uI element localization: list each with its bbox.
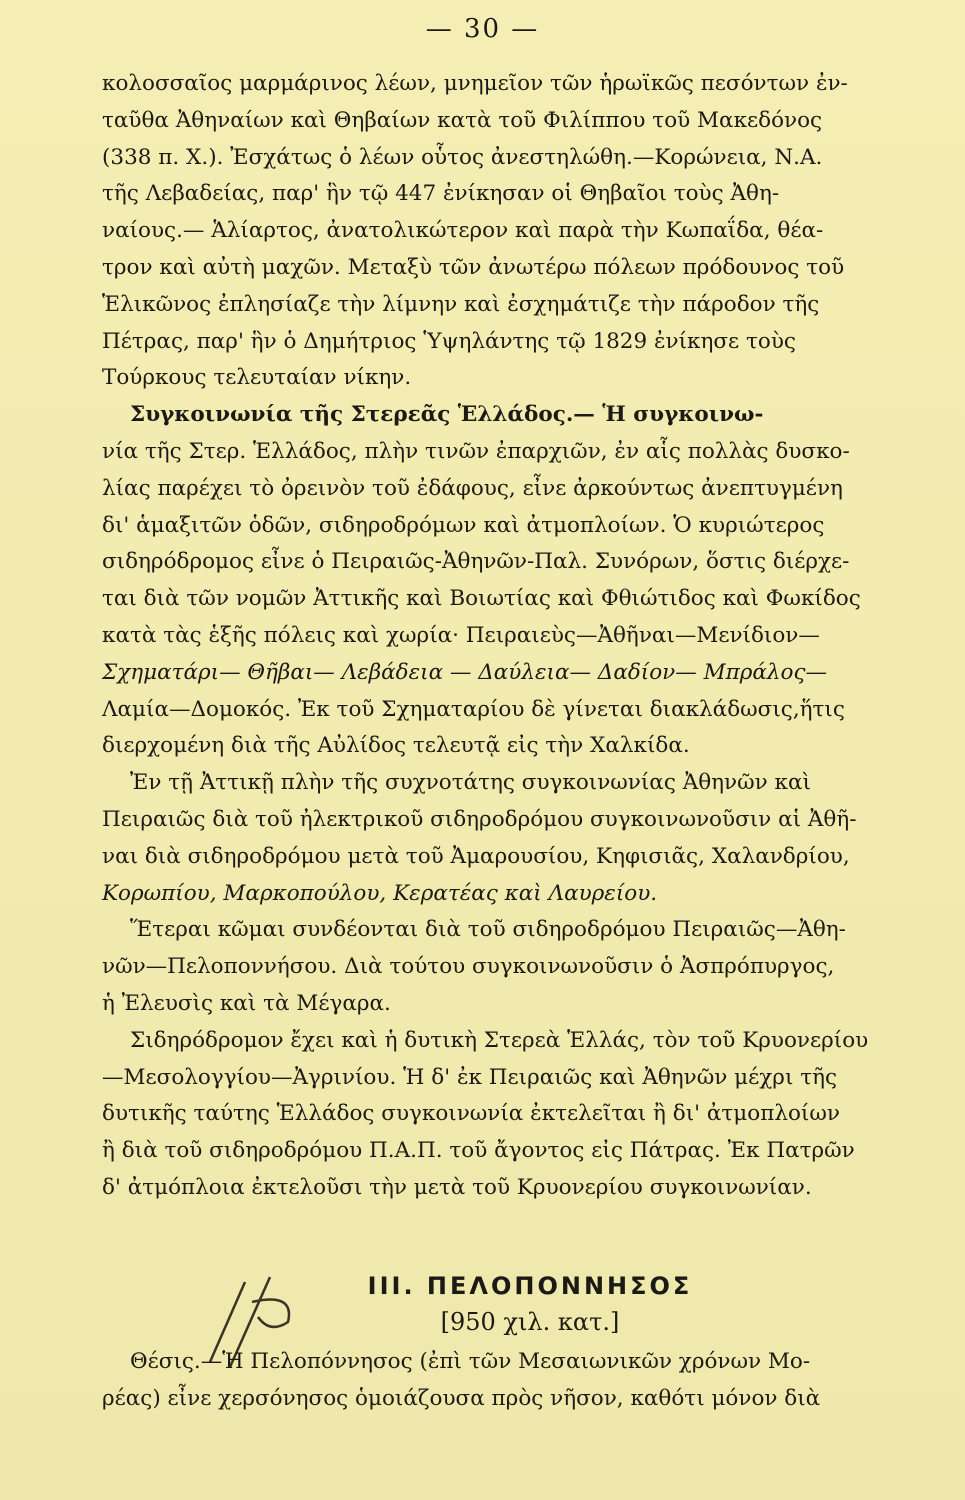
section-subtitle: [950 χιλ. κατ.] — [440, 1308, 620, 1336]
text-line: Ἐν τῇ Ἀττικῇ πλὴν τῆς συχνοτάτης συγκοινωνίας Ἀθηνῶν καὶ — [130, 770, 811, 796]
text-line: ναίους.— Ἁλίαρτος, ἀνατολικώτερον καὶ παρὰ τὴν Κωπαΐδα, θέα- — [102, 218, 824, 244]
main-text — [102, 66, 932, 1207]
text-line: τῆς Λεβαδείας, παρ' ἣν τῷ 447 ἐνίκησαν οἱ Θηβαῖοι τοὺς Ἀθη- — [102, 181, 780, 207]
text-line: ταῦθα Ἀθηναίων καὶ Θηβαίων κατὰ τοῦ Φιλίππου τοῦ Μακεδόνος — [102, 107, 823, 133]
text-line: νία τῆς Στερ. Ἑλλάδος, πλὴν τινῶν ἐπαρχιῶν, ἐν αἷς πολλὰς δυσκο- — [102, 438, 850, 464]
text-line: ἢ διὰ τοῦ σιδηροδρόμου Π.Α.Π. τοῦ ἄγοντος εἰς Πάτρας. Ἐκ Πατρῶν — [102, 1138, 855, 1164]
text-line: ναι διὰ σιδηροδρόμου μετὰ τοῦ Ἀμαρουσίου, Κηφισιᾶς, Χαλανδρίου, — [102, 843, 850, 869]
text-line: Λαμία—Δομοκός. Ἐκ τοῦ Σχηματαρίου δὲ γίνεται διακλάδωσις,ἥτις — [102, 696, 845, 722]
text-line: Θέσις.—Ἡ Πελοπόννησος (ἐπὶ τῶν Μεσαιωνικῶν χρόνων Μο- — [130, 1349, 811, 1374]
text-line: κολοσσαῖος μαρμάρινος λέων, μνημεῖον τῶν ἡρωϊκῶς πεσόντων ἐν- — [102, 71, 848, 96]
text-line: Κορωπίου, Μαρκοπούλου, Κερατέας καὶ Λαυρείου. — [102, 880, 658, 906]
text-line: ρέας) εἶνε χερσόνησος ὁμοιάζουσα πρὸς νῆσον, καθότι μόνον διὰ — [102, 1385, 821, 1411]
text-line: (338 π. Χ.). Ἐσχάτως ὁ λέων οὗτος ἀνεστηλώθη.—Κορώνεια, Ν.Α. — [102, 144, 823, 170]
section-title: ΙΙΙ. ΠΕΛΟΠΟΝΝΗΣΟΣ — [367, 1272, 693, 1300]
text-line: διερχομένη διὰ τῆς Αὐλίδος τελευτᾷ εἰς τὴν Χαλκίδα. — [102, 733, 690, 759]
text-line: λίας παρέχει τὸ ὀρεινὸν τοῦ ἐδάφους, εἶνε ἀρκούντως ἀνεπτυγμένη — [102, 475, 843, 501]
text-line: κατὰ τὰς ἑξῆς πόλεις καὶ χωρία· Πειραιεὺς—Ἀθῆναι—Μενίδιον— — [102, 622, 820, 648]
text-line: ἡ Ἐλευσὶς καὶ τὰ Μέγαρα. — [102, 990, 391, 1016]
text-line: δυτικῆς ταύτης Ἑλλάδος συγκοινωνία ἐκτελεῖται ἢ δι' ἀτμοπλοίων — [102, 1101, 840, 1127]
page-number: — 30 — — [425, 14, 540, 44]
text-line: Τούρκους τελευταίαν νίκην. — [102, 365, 412, 391]
text-line: νῶν—Πελοποννήσου. Διὰ τούτου συγκοινωνοῦσιν ὁ Ἀσπρόπυργος, — [102, 954, 835, 980]
text-line: Σχηματάρι— Θῆβαι— Λεβάδεια — Δαύλεια— Δαδίον— Μπράλος— — [102, 659, 827, 685]
text-line: Πειραιῶς διὰ τοῦ ἠλεκτρικοῦ σιδηροδρόμου συγκοινωνοῦσιν αἱ Ἀθῆ- — [102, 806, 857, 832]
text-line: δι' ἁμαξιτῶν ὁδῶν, σιδηροδρόμων καὶ ἀτμοπλοίων. Ὁ κυριώτερος — [102, 512, 825, 538]
text-line: Ἑλικῶνος ἐπλησίαζε τὴν λίμνην καὶ ἐσχημάτιζε τὴν πάροδον τῆς — [102, 291, 820, 317]
text-line: Σιδηρόδρομον ἔχει καὶ ἡ δυτικὴ Στερεὰ Ἑλλάς, τὸν τοῦ Κρυονερίου — [130, 1027, 869, 1053]
text-line: Ἕτεραι κῶμαι συνδέονται διὰ τοῦ σιδηροδρόμου Πειραιῶς—Ἀθη- — [130, 917, 846, 943]
text-line: Πέτρας, παρ' ἣν ὁ Δημήτριος Ὑψηλάντης τῷ 1829 ἐνίκησε τοὺς — [102, 328, 796, 354]
text-line: δ' ἀτμόπλοια ἐκτελοῦσι τὴν μετὰ τοῦ Κρυονερίου συγκοινωνίαν. — [102, 1174, 812, 1200]
text-line: σιδηρόδρομος εἶνε ὁ Πειραιῶς-Ἀθηνῶν-Παλ. Συνόρων, ὅστις διέρχε- — [102, 549, 850, 575]
text-line: τρον καὶ αὐτὴ μαχῶν. Μεταξὺ τῶν ἀνωτέρω πόλεων πρόδουνος τοῦ — [102, 254, 845, 280]
text-line: —Μεσολογγίου—Ἀγρινίου. Ἡ δ' ἐκ Πειραιῶς καὶ Ἀθηνῶν μέχρι τῆς — [102, 1064, 838, 1090]
section-title-block — [320, 1268, 740, 1340]
section-heading-line: Συγκοινωνία τῆς Στερεᾶς Ἑλλάδος.— Ἡ συγκοινω- — [130, 402, 764, 428]
section-text — [102, 1344, 932, 1418]
text-line: ται διὰ τῶν νομῶν Ἀττικῆς καὶ Βοιωτίας καὶ Φθιώτιδος καὶ Φωκίδος — [102, 586, 861, 612]
